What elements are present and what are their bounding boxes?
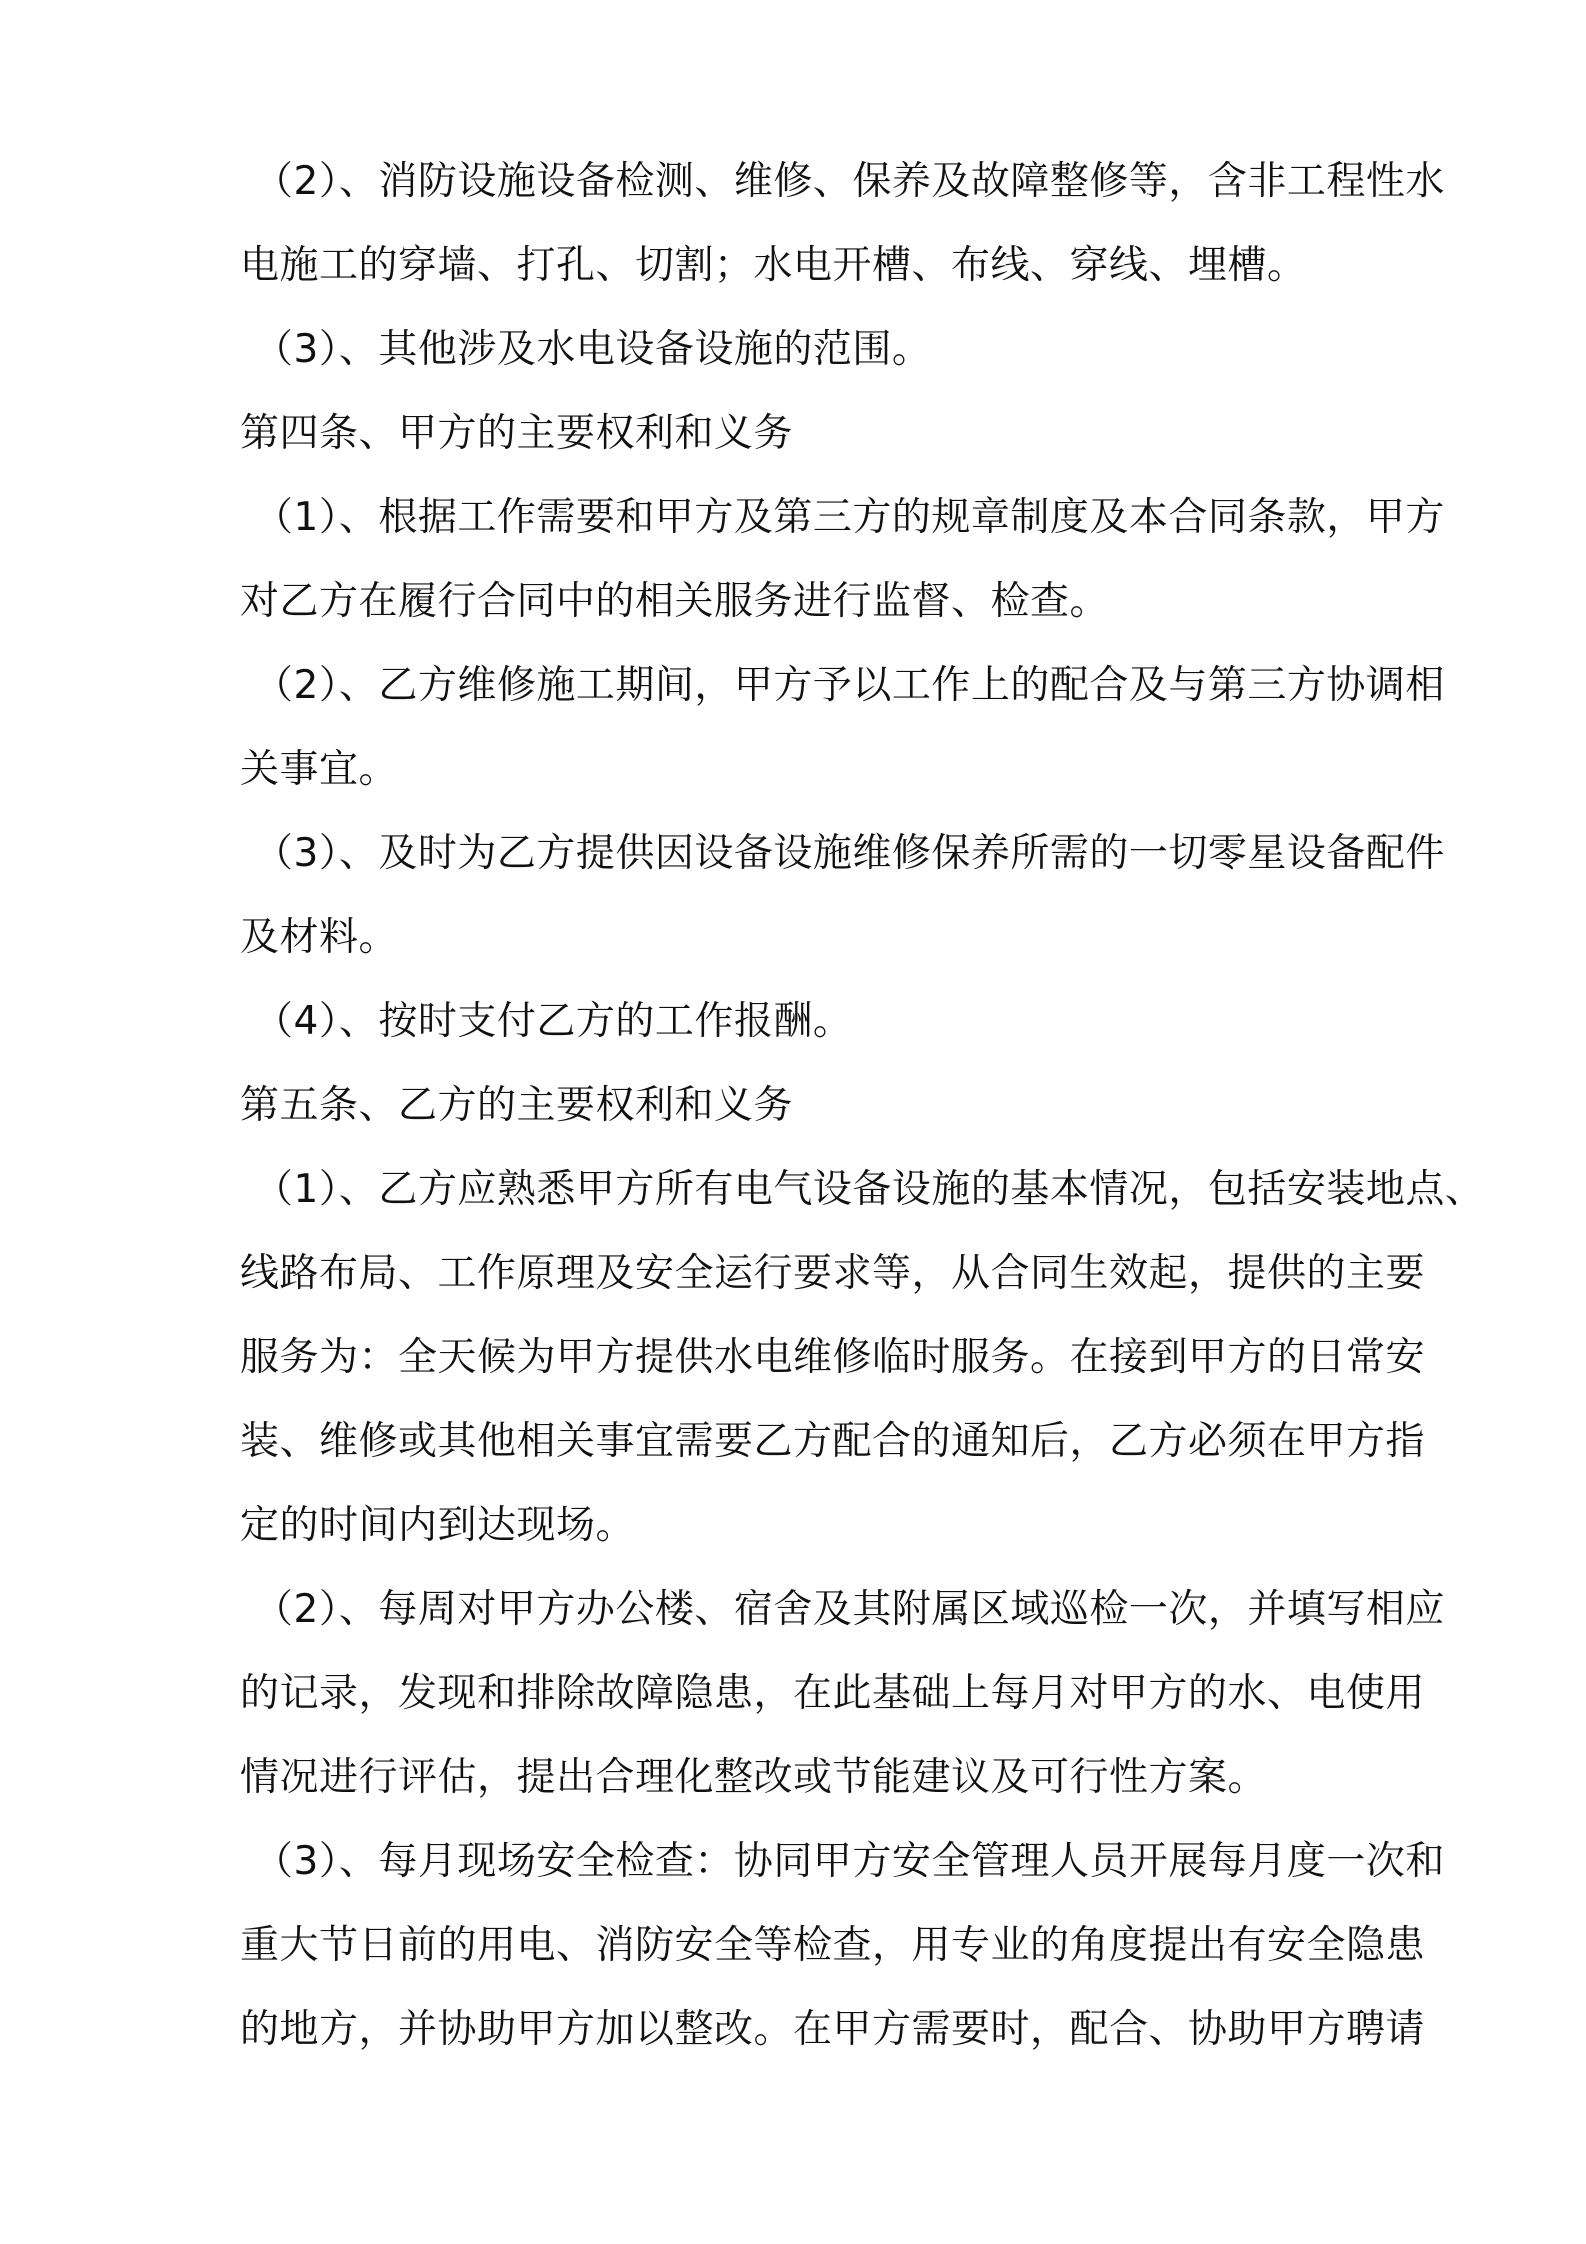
- text-line: 的记录，发现和排除故障隐患，在此基础上每月对甲方的水、电使用: [240, 1671, 1426, 1716]
- text-line: （4）、按时支付乙方的工作报酬。: [254, 999, 853, 1044]
- text-line: 服务为：全天候为甲方提供水电维修临时服务。在接到甲方的日常安: [240, 1335, 1426, 1380]
- text-line: （2）、每周对甲方办公楼、宿舍及其附属区域巡检一次，并填写相应: [254, 1587, 1445, 1632]
- text-line: 电施工的穿墙、打孔、切割；水电开槽、布线、穿线、埋槽。: [240, 243, 1307, 288]
- text-line: 装、维修或其他相关事宜需要乙方配合的通知后，乙方必须在甲方指: [240, 1419, 1426, 1464]
- text-line: （1）、乙方应熟悉甲方所有电气设备设施的基本情况，包括安装地点、: [254, 1167, 1485, 1212]
- text-line: 及材料。: [240, 915, 399, 960]
- text-line: （3）、其他涉及水电设备设施的范围。: [254, 327, 932, 372]
- text-line: （3）、及时为乙方提供因设备设施维修保养所需的一切零星设备配件: [254, 831, 1445, 876]
- text-line: 对乙方在履行合同中的相关服务进行监督、检查。: [240, 579, 1110, 624]
- text-line: （2）、消防设施设备检测、维修、保养及故障整修等，含非工程性水: [254, 159, 1445, 204]
- text-line: 情况进行评估，提出合理化整改或节能建议及可行性方案。: [240, 1755, 1268, 1800]
- document-body: [240, 140, 1485, 2072]
- text-line: （1）、根据工作需要和甲方及第三方的规章制度及本合同条款，甲方: [254, 495, 1445, 540]
- text-line: 定的时间内到达现场。: [240, 1503, 636, 1548]
- text-line: （3）、每月现场安全检查：协同甲方安全管理人员开展每月度一次和: [254, 1839, 1445, 1884]
- text-line: 重大节日前的用电、消防安全等检查，用专业的角度提出有安全隐患: [240, 1923, 1426, 1968]
- section-heading: 第五条、乙方的主要权利和义务: [240, 1083, 794, 1128]
- text-line: 线路布局、工作原理及安全运行要求等，从合同生效起，提供的主要: [240, 1251, 1426, 1296]
- text-line: 的地方，并协助甲方加以整改。在甲方需要时，配合、协助甲方聘请: [240, 2007, 1426, 2052]
- text-line: 关事宜。: [240, 747, 399, 792]
- text-line: （2）、乙方维修施工期间，甲方予以工作上的配合及与第三方协调相: [254, 663, 1445, 708]
- section-heading: 第四条、甲方的主要权利和义务: [240, 411, 794, 456]
